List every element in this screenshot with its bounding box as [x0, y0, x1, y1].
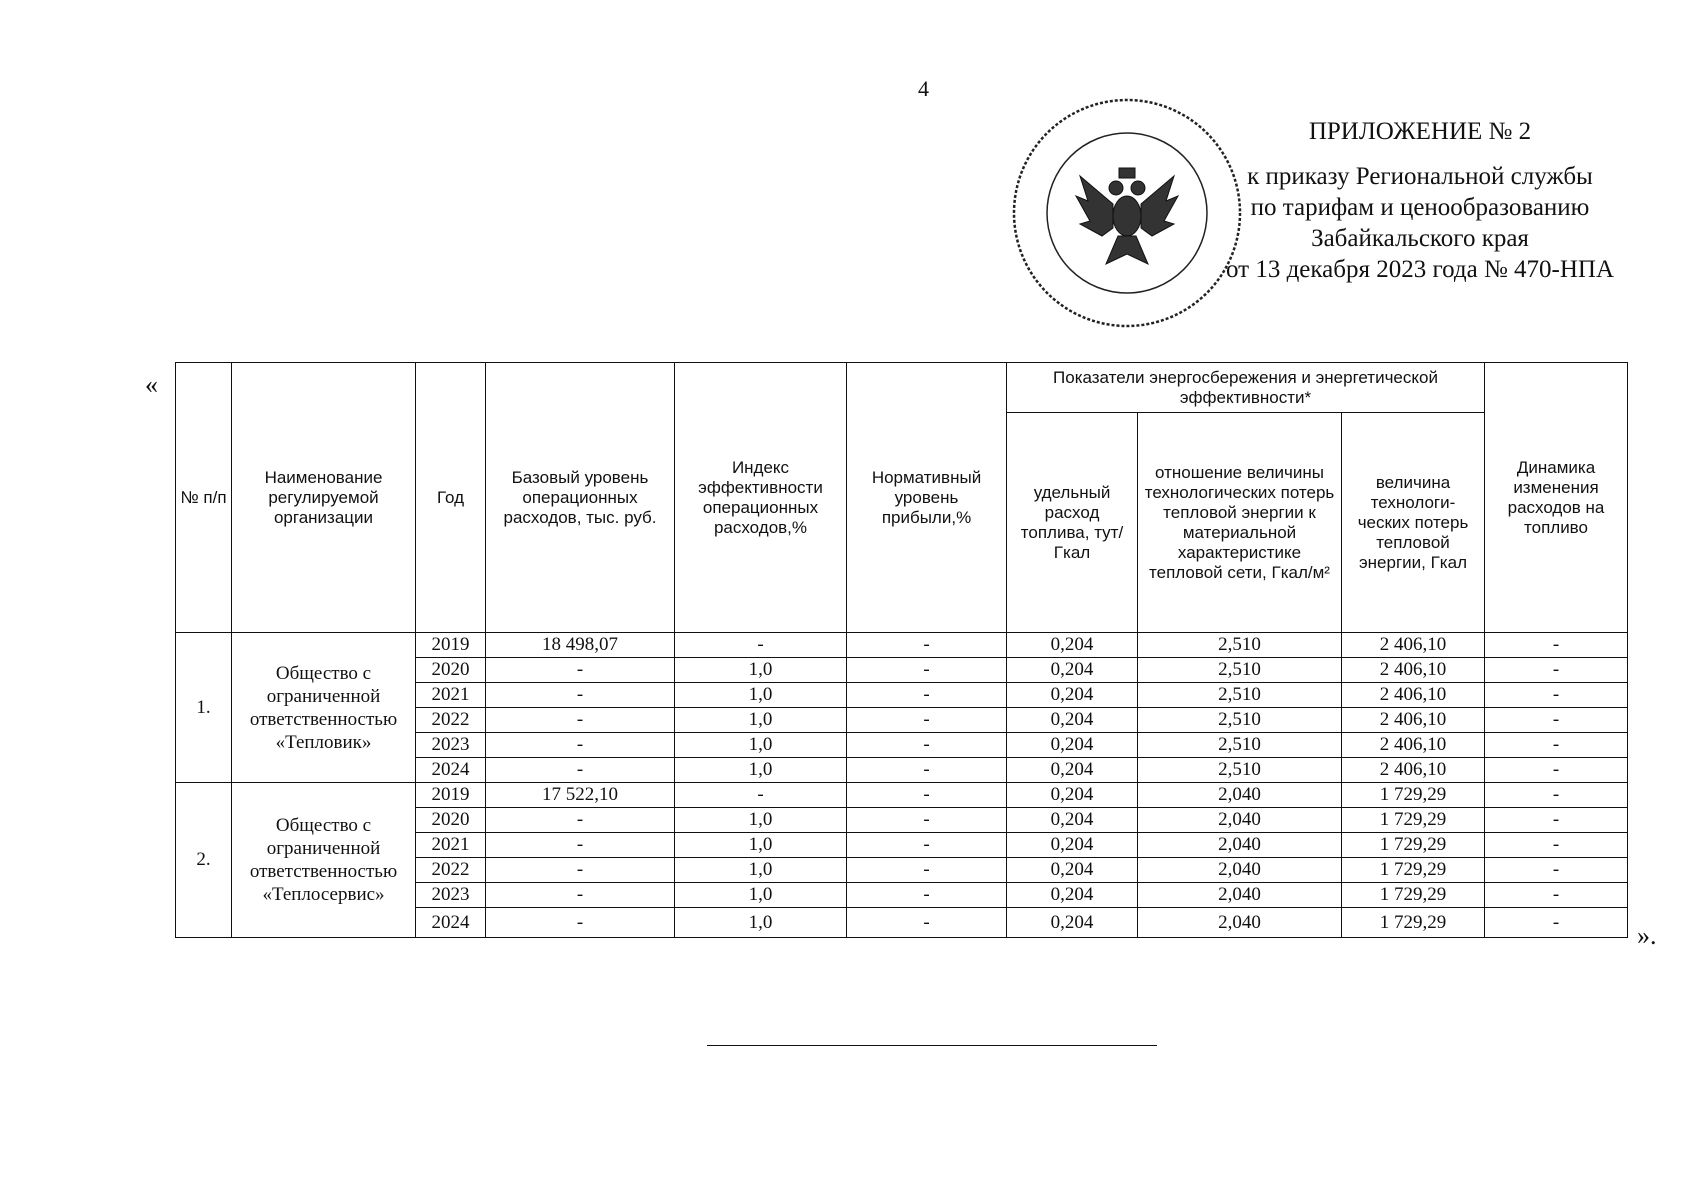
cell-profit: -: [847, 633, 1007, 658]
header-fuel-rate: удельный расход топлива, тут/Гкал: [1007, 413, 1138, 633]
cell-base: -: [486, 733, 675, 758]
cell-year: 2020: [416, 658, 486, 683]
cell-profit: -: [847, 708, 1007, 733]
cell-index: 1,0: [675, 833, 847, 858]
cell-ratio: 2,510: [1138, 708, 1342, 733]
cell-dynamics: -: [1485, 858, 1628, 883]
opening-quote: «: [145, 370, 158, 399]
cell-losses: 1 729,29: [1342, 858, 1485, 883]
cell-fuel: 0,204: [1007, 858, 1138, 883]
cell-fuel: 0,204: [1007, 658, 1138, 683]
cell-base: 18 498,07: [486, 633, 675, 658]
cell-year: 2020: [416, 808, 486, 833]
cell-base: 17 522,10: [486, 783, 675, 808]
cell-dynamics: -: [1485, 783, 1628, 808]
cell-index: 1,0: [675, 858, 847, 883]
org-number: 2.: [176, 783, 232, 938]
cell-year: 2022: [416, 708, 486, 733]
cell-dynamics: -: [1485, 658, 1628, 683]
cell-index: -: [675, 633, 847, 658]
cell-year: 2024: [416, 908, 486, 938]
cell-fuel: 0,204: [1007, 733, 1138, 758]
appendix-line-3: Забайкальского края: [1311, 225, 1529, 252]
cell-dynamics: -: [1485, 633, 1628, 658]
cell-dynamics: -: [1485, 833, 1628, 858]
appendix-line-2: по тарифам и ценообразованию: [1250, 194, 1590, 221]
header-energy-group: Показатели энергосбережения и энергетической эффективности*: [1007, 363, 1485, 413]
cell-base: -: [486, 883, 675, 908]
cell-ratio: 2,040: [1138, 808, 1342, 833]
cell-base: -: [486, 833, 675, 858]
cell-year: 2019: [416, 633, 486, 658]
cell-dynamics: -: [1485, 683, 1628, 708]
closing-quote: ».: [1637, 921, 1657, 950]
cell-ratio: 2,510: [1138, 758, 1342, 783]
cell-profit: -: [847, 733, 1007, 758]
cell-profit: -: [847, 683, 1007, 708]
cell-losses: 1 729,29: [1342, 808, 1485, 833]
page-number: 4: [918, 76, 929, 101]
cell-dynamics: -: [1485, 708, 1628, 733]
appendix-line-4: от 13 декабря 2023 года № 470-НПА: [1225, 256, 1615, 283]
cell-losses: 1 729,29: [1342, 908, 1485, 938]
appendix-heading: [1180, 116, 1660, 285]
cell-dynamics: -: [1485, 733, 1628, 758]
cell-profit: -: [847, 858, 1007, 883]
cell-index: 1,0: [675, 658, 847, 683]
cell-base: -: [486, 808, 675, 833]
appendix-line-1: к приказу Региональной службы: [1247, 163, 1593, 190]
cell-dynamics: -: [1485, 808, 1628, 833]
org-name: Общество с ограниченной ответственностью «Тепловик»: [232, 633, 416, 783]
header-profit: Нормативный уровень прибыли,%: [847, 363, 1007, 633]
cell-year: 2024: [416, 758, 486, 783]
table-row: [176, 633, 1628, 658]
cell-ratio: 2,040: [1138, 908, 1342, 938]
cell-profit: -: [847, 883, 1007, 908]
tariff-indicators-table: [175, 362, 1628, 938]
cell-year: 2021: [416, 683, 486, 708]
cell-fuel: 0,204: [1007, 633, 1138, 658]
cell-dynamics: -: [1485, 883, 1628, 908]
cell-profit: -: [847, 833, 1007, 858]
cell-dynamics: -: [1485, 758, 1628, 783]
org-name: Общество с ограниченной ответственностью «Теплосервис»: [232, 783, 416, 938]
cell-year: 2023: [416, 883, 486, 908]
cell-losses: 1 729,29: [1342, 833, 1485, 858]
header-year: Год: [416, 363, 486, 633]
cell-losses: 2 406,10: [1342, 733, 1485, 758]
cell-losses: 1 729,29: [1342, 783, 1485, 808]
cell-fuel: 0,204: [1007, 758, 1138, 783]
cell-losses: 2 406,10: [1342, 683, 1485, 708]
cell-base: -: [486, 758, 675, 783]
cell-ratio: 2,510: [1138, 733, 1342, 758]
cell-index: 1,0: [675, 908, 847, 938]
cell-year: 2023: [416, 733, 486, 758]
cell-ratio: 2,510: [1138, 683, 1342, 708]
cell-ratio: 2,040: [1138, 833, 1342, 858]
cell-base: -: [486, 908, 675, 938]
footer-divider: [707, 1045, 1157, 1046]
header-loss-ratio: отношение величины технологических потерь тепловой энергии к материальной характеристике тепловой сети, Гкал/м²: [1138, 413, 1342, 633]
table-row: [176, 783, 1628, 808]
cell-index: 1,0: [675, 808, 847, 833]
cell-fuel: 0,204: [1007, 908, 1138, 938]
cell-ratio: 2,040: [1138, 883, 1342, 908]
cell-index: 1,0: [675, 758, 847, 783]
cell-fuel: 0,204: [1007, 708, 1138, 733]
header-heat-losses: величина технологи-ческих потерь тепловой энергии, Гкал: [1342, 413, 1485, 633]
cell-dynamics: -: [1485, 908, 1628, 938]
cell-losses: 2 406,10: [1342, 633, 1485, 658]
cell-profit: -: [847, 908, 1007, 938]
org-number: 1.: [176, 633, 232, 783]
cell-fuel: 0,204: [1007, 783, 1138, 808]
appendix-title: ПРИЛОЖЕНИЕ № 2: [1308, 118, 1532, 145]
cell-base: -: [486, 858, 675, 883]
cell-losses: 2 406,10: [1342, 708, 1485, 733]
cell-year: 2021: [416, 833, 486, 858]
cell-year: 2019: [416, 783, 486, 808]
cell-ratio: 2,040: [1138, 783, 1342, 808]
header-num: № п/п: [176, 363, 232, 633]
cell-base: -: [486, 708, 675, 733]
cell-profit: -: [847, 808, 1007, 833]
cell-profit: -: [847, 758, 1007, 783]
cell-index: 1,0: [675, 683, 847, 708]
cell-fuel: 0,204: [1007, 683, 1138, 708]
cell-index: 1,0: [675, 708, 847, 733]
cell-profit: -: [847, 783, 1007, 808]
cell-index: 1,0: [675, 883, 847, 908]
cell-losses: 1 729,29: [1342, 883, 1485, 908]
cell-fuel: 0,204: [1007, 808, 1138, 833]
cell-losses: 2 406,10: [1342, 658, 1485, 683]
header-efficiency-index: Индекс эффективности операционных расходов,%: [675, 363, 847, 633]
cell-base: -: [486, 683, 675, 708]
cell-fuel: 0,204: [1007, 883, 1138, 908]
cell-index: -: [675, 783, 847, 808]
cell-base: -: [486, 658, 675, 683]
cell-ratio: 2,510: [1138, 633, 1342, 658]
table-body: [176, 633, 1628, 938]
header-base-costs: Базовый уровень операционных расходов, тыс. руб.: [486, 363, 675, 633]
cell-profit: -: [847, 658, 1007, 683]
header-fuel-dynamics: Динамика изменения расходов на топливо: [1485, 363, 1628, 633]
cell-index: 1,0: [675, 733, 847, 758]
cell-ratio: 2,040: [1138, 858, 1342, 883]
cell-year: 2022: [416, 858, 486, 883]
cell-losses: 2 406,10: [1342, 758, 1485, 783]
header-org: Наименование регулируемой организации: [232, 363, 416, 633]
cell-fuel: 0,204: [1007, 833, 1138, 858]
cell-ratio: 2,510: [1138, 658, 1342, 683]
emblem-eagle-icon: [1076, 168, 1178, 264]
